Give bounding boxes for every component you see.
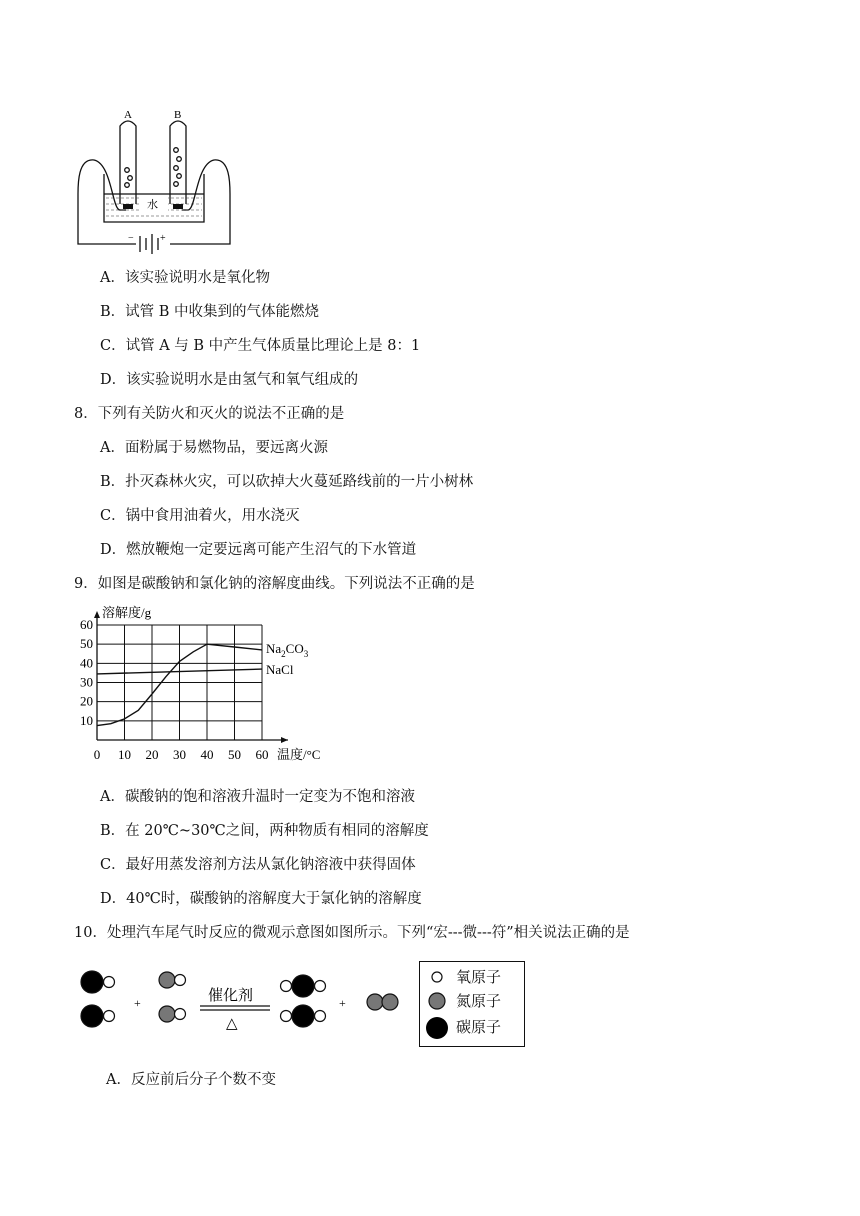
reaction-diagram xyxy=(74,964,414,1036)
q7-option-d: D．该实验说明水是由氢气和氧气组成的 xyxy=(100,372,359,388)
y-tick-label: 60 xyxy=(80,617,93,632)
q8-option-b: B．扑灭森林火灾，可以砍掉大火蔓延路线前的一片小树林 xyxy=(100,474,474,490)
tube-b-label: B xyxy=(174,109,182,121)
water-label: 水 xyxy=(147,199,158,211)
legend-carbon: 碳原子 xyxy=(456,1018,502,1036)
q9-option-c: C．最好用蒸发溶剂方法从氯化钠溶液中获得固体 xyxy=(100,857,416,873)
q9-option-b: B．在 20℃~30℃之间，两种物质有相同的溶解度 xyxy=(100,823,429,839)
q7-option-b: B．试管 B 中收集到的气体能燃烧 xyxy=(100,304,320,320)
positive-terminal-label: + xyxy=(160,233,166,244)
q8-option-c: C．锅中食用油着火，用水浇灭 xyxy=(100,508,300,524)
carbon-atom-icon xyxy=(426,1017,448,1039)
nitrogen-atom-icon xyxy=(429,993,445,1009)
plus-sign-2: + xyxy=(339,996,346,1010)
q8-stem: 8．下列有关防火和灭火的说法不正确的是 xyxy=(74,406,345,422)
negative-terminal-label: − xyxy=(128,233,134,244)
heat-symbol: △ xyxy=(226,1016,238,1032)
x-tick-label: 40 xyxy=(200,747,214,762)
oxygen-atom-icon xyxy=(432,972,442,982)
x-axis-label: 温度/°C xyxy=(277,747,321,762)
series-label-na2co3: $Na_2CO_3$ xyxy=(266,640,309,659)
q9-option-d: D．40℃时，碳酸钠的溶解度大于氯化钠的溶解度 xyxy=(100,891,422,907)
x-tick-label: 20 xyxy=(145,747,159,762)
plus-sign-1: + xyxy=(134,996,141,1010)
q7-option-a: A．该实验说明水是氧化物 xyxy=(100,270,270,286)
legend-oxygen: 氧原子 xyxy=(456,968,502,986)
q7-option-c: C．试管 A 与 B 中产生气体质量比理论上是 8：1 xyxy=(100,338,421,354)
x-tick-label: 60 xyxy=(255,747,269,762)
y-axis-label: 溶解度/g xyxy=(102,605,152,620)
y-axis-arrow xyxy=(94,611,100,618)
q9-stem: 9．如图是碳酸钠和氯化钠的溶解度曲线。下列说法不正确的是 xyxy=(74,576,475,592)
q10-stem: 10．处理汽车尾气时反应的微观示意图如图所示。下列“宏---微---符”相关说法正确的是 xyxy=(74,925,630,941)
legend-nitrogen: 氮原子 xyxy=(456,992,502,1010)
q9-option-a: A．碳酸钠的饱和溶液升温时一定变为不饱和溶液 xyxy=(100,789,415,805)
q8-option-d: D．燃放鞭炮一定要远离可能产生沼气的下水管道 xyxy=(100,542,417,558)
catalyst-label: 催化剂 xyxy=(208,988,254,1004)
x-axis-arrow xyxy=(281,737,288,743)
x-tick-label: 0 xyxy=(93,747,101,762)
electrolysis-apparatus xyxy=(74,104,234,254)
y-tick-label: 20 xyxy=(80,693,93,709)
y-tick-label: 10 xyxy=(80,712,93,728)
tube-a-label: A xyxy=(124,109,132,121)
x-tick-label: 10 xyxy=(118,747,131,762)
y-tick-label: 40 xyxy=(80,655,93,671)
y-tick-label: 50 xyxy=(80,636,93,652)
solubility-chart xyxy=(70,600,340,780)
q8-option-a: A．面粉属于易燃物品，要远离火源 xyxy=(100,440,328,456)
x-tick-label: 50 xyxy=(228,747,241,762)
series-label-nacl: NaCl xyxy=(266,662,294,678)
x-tick-label: 30 xyxy=(173,747,186,762)
q10-option-a: A．反应前后分子个数不变 xyxy=(106,1072,276,1088)
atom-legend xyxy=(419,961,525,1047)
y-tick-label: 30 xyxy=(80,674,93,690)
